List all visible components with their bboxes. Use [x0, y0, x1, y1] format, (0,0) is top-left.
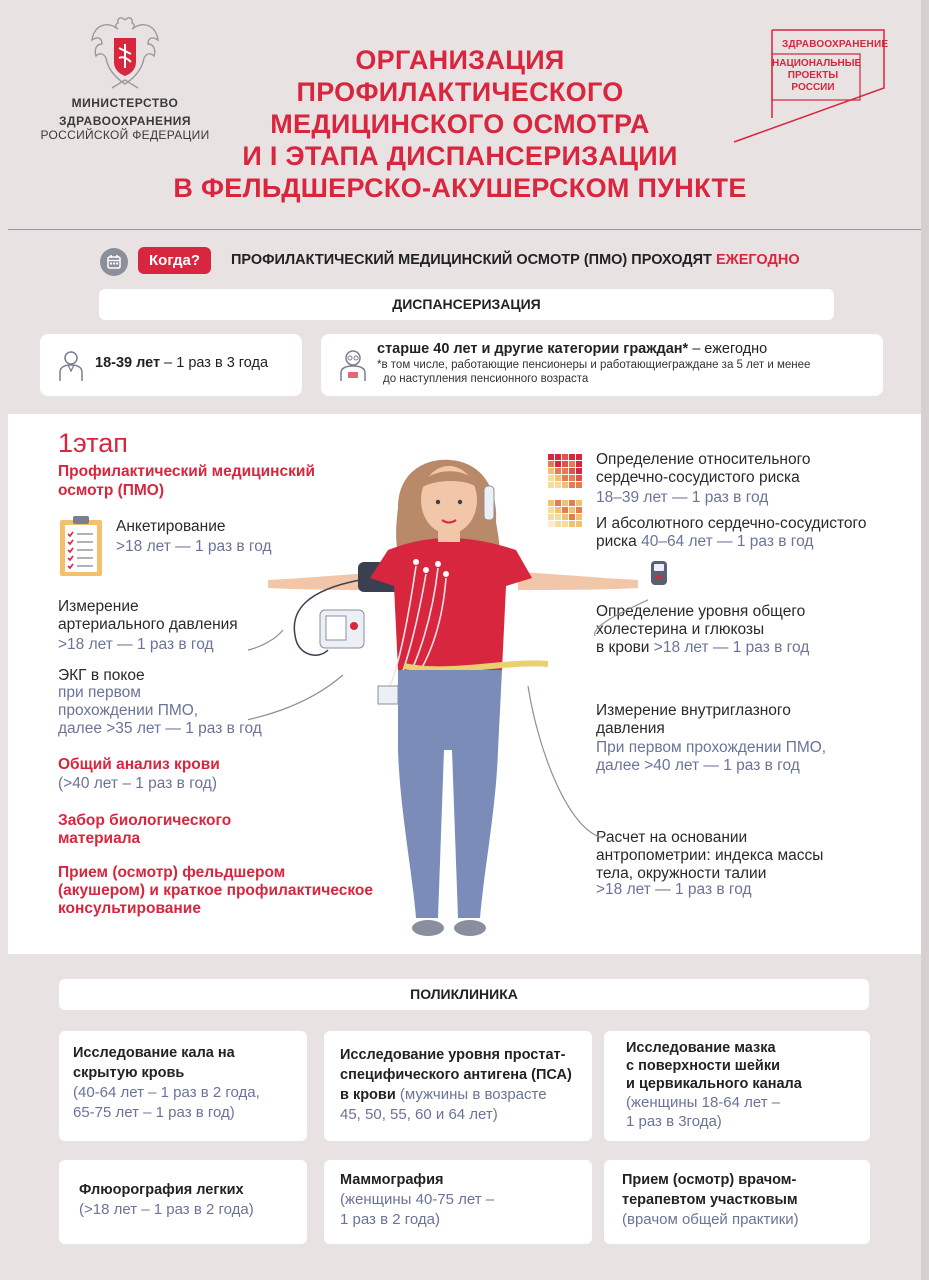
iop-line-2: давления — [596, 720, 665, 737]
eagle-emblem-icon — [88, 14, 162, 92]
ecg-line-1: при первом — [58, 684, 141, 701]
ecg-title: ЭКГ в покое — [58, 667, 145, 684]
clipboard-icon — [58, 514, 104, 578]
c1-bold-2: скрытую кровь — [73, 1065, 185, 1081]
title-line-2: ПРОФИЛАКТИЧЕСКОГО — [296, 77, 624, 107]
c3-bold-1: Исследование мазка — [626, 1040, 776, 1056]
when-main: ПРОФИЛАКТИЧЕСКИЙ МЕДИЦИНСКИЙ ОСМОТР (ПМО) ПРОХОДЯТ — [231, 252, 712, 268]
footnote-line-2: до наступления пенсионного возраста — [383, 372, 589, 385]
bp-freq: >18 лет — 1 раз в год — [58, 636, 214, 653]
cholesterol-freq: >18 лет — 1 раз в год — [653, 639, 810, 656]
stage-subtitle: Профилактический медицинский осмотр (ПМО) — [58, 463, 315, 499]
woman-illustration — [248, 450, 648, 945]
young-person-icon — [58, 350, 84, 382]
bio-sample — [58, 812, 231, 848]
young-freq: – 1 раз в 3 года — [160, 355, 269, 371]
np-line-2: ПРОЕКТЫ — [787, 70, 839, 81]
c2-bold-3: в крови — [340, 1087, 396, 1103]
c4-grey-1: (>18 лет – 1 раз в 2 года) — [79, 1201, 254, 1218]
chol-line-3: в крови — [596, 639, 654, 656]
dispensary-title-bar: ДИСПАНСЕРИЗАЦИЯ — [99, 289, 834, 320]
young-age: 18-39 лет — [95, 355, 161, 371]
footnote-line-1: *в том числе, работающие пенсионеры и работающиеграждане за 5 лет и менее — [377, 359, 811, 371]
iop-line-1: Измерение внутриглазного — [596, 702, 791, 719]
old-card — [321, 334, 883, 396]
exam-line-1: Прием (осмотр) фельдшером — [58, 864, 286, 881]
abs-line-2: риска — [596, 533, 642, 550]
bp-line-1: Измерение — [58, 598, 139, 615]
ministry-line-3: РОССИЙСКОЙ ФЕДЕРАЦИИ — [40, 128, 210, 142]
absolute-risk-freq: 40–64 лет — 1 раз в год — [641, 533, 814, 550]
rel-line-1: Определение относительного — [596, 451, 811, 468]
c2-bold-1: Исследование уровня простат- — [340, 1047, 566, 1063]
header — [0, 0, 921, 230]
iop-freq-2: далее >40 лет — 1 раз в год — [596, 757, 800, 774]
ecg-line-2: прохождении ПМО, — [58, 702, 199, 719]
stage1-section — [8, 414, 921, 954]
iop-freq-1: При первом прохождении ПМО, — [596, 739, 827, 756]
chol-line-1: Определение уровня общего — [596, 603, 806, 620]
blood-freq: (>40 лет – 1 раз в год) — [58, 775, 217, 792]
c1-bold-1: Исследование кала на — [73, 1045, 235, 1061]
clinic-card-psa — [324, 1031, 592, 1141]
when-row — [100, 246, 860, 276]
ministry-line-1: МИНИСТЕРСТВО — [71, 96, 179, 110]
old-footnote — [377, 359, 810, 386]
c6-grey-1: (врачом общей практики) — [622, 1211, 799, 1228]
c3-grey-2: 1 раз в 3года) — [626, 1113, 722, 1130]
old-bold: старше 40 лет и другие категории граждан* — [377, 341, 689, 357]
young-card — [40, 334, 302, 396]
old-main — [377, 341, 767, 357]
ecg-line-3: далее >35 лет — 1 раз в год — [58, 720, 262, 737]
when-text — [231, 252, 800, 268]
c1-grey-2: 65-75 лет – 1 раз в год) — [73, 1104, 235, 1121]
questionnaire-freq: >18 лет — 1 раз в год — [116, 538, 272, 555]
bio-line-1: Забор биологического — [58, 812, 232, 829]
c2-bold-2: специфического антигена (ПСА) — [340, 1067, 572, 1083]
ecg-details — [58, 684, 262, 738]
national-projects-logo — [732, 28, 887, 146]
when-accent: ЕЖЕГОДНО — [715, 252, 800, 268]
blood-title: Общий анализ крови — [58, 756, 220, 773]
title-line-3: МЕДИЦИНСКОГО ОСМОТРА — [270, 109, 650, 139]
c5-grey-1: (женщины 40-75 лет – — [340, 1191, 495, 1208]
exam-line-2: (акушером) и краткое профилактическое — [58, 882, 373, 899]
glucometer-icon — [650, 560, 668, 586]
bmi-line-3: тела, окружности талии — [596, 865, 767, 882]
national-projects-small-label: ЗДРАВООХРАНЕНИЕ — [782, 39, 889, 50]
c3-bold-3: и цервикального канала — [626, 1076, 802, 1092]
rel-line-2: сердечно-сосудистого риска — [596, 469, 800, 486]
questionnaire-label: Анкетирование — [116, 518, 226, 535]
clinic-card-mammography — [324, 1160, 592, 1244]
stage-title: 1этап — [58, 428, 128, 458]
c3-grey-1: (женщины 18-64 лет – — [626, 1094, 781, 1111]
title-line-5: В ФЕЛЬДШЕРСКО-АКУШЕРСКОМ ПУНКТЕ — [173, 173, 747, 203]
clinic-card-smear — [604, 1031, 870, 1141]
clinic-card-therapist — [604, 1160, 870, 1244]
clinic-card-stool-test — [59, 1031, 307, 1141]
np-line-1: НАЦИОНАЛЬНЫЕ — [772, 58, 862, 69]
c6-bold-1: Прием (осмотр) врачом- — [622, 1172, 797, 1188]
bio-line-2: материала — [58, 830, 141, 847]
chol-line-2: холестерина и глюкозы — [596, 621, 765, 638]
clinic-card-fluorography — [59, 1160, 307, 1244]
c4-bold-1: Флюорография легких — [79, 1182, 244, 1198]
title-line-4: И I ЭТАПА ДИСПАНСЕРИЗАЦИИ — [242, 141, 678, 171]
c5-bold-1: Маммография — [340, 1172, 444, 1188]
bp-line-2: артериального давления — [58, 616, 238, 633]
bmi-line-2: антропометрии: индекса массы — [596, 847, 824, 864]
elderly-person-icon — [339, 348, 367, 382]
c6-bold-2: терапевтом участковым — [622, 1192, 798, 1208]
ministry-line-2: ЗДРАВООХРАНЕНИЯ — [59, 114, 191, 128]
c2-grey-2: 45, 50, 55, 60 и 64 лет) — [340, 1106, 498, 1123]
young-text — [95, 355, 268, 371]
clinic-title-bar: ПОЛИКЛИНИКА — [59, 979, 869, 1010]
exam-line-3: консультирование — [58, 900, 201, 917]
header-divider — [8, 229, 921, 230]
np-line-3: РОССИИ — [791, 82, 835, 93]
bp-label — [58, 598, 238, 634]
c1-grey-1: (40-64 лет – 1 раз в 2 года, — [73, 1084, 260, 1101]
title-line-1: ОРГАНИЗАЦИЯ — [355, 45, 565, 75]
relative-risk-freq: 18–39 лет — 1 раз в год — [596, 489, 769, 506]
when-badge: Когда? — [138, 247, 211, 274]
page-edge — [921, 0, 929, 1280]
bmi-line-1: Расчет на основании — [596, 829, 748, 846]
old-freq: – ежегодно — [688, 341, 768, 357]
national-projects-name — [772, 58, 862, 94]
c3-bold-2: с поверхности шейки — [626, 1058, 780, 1074]
c5-grey-2: 1 раз в 2 года) — [340, 1211, 440, 1228]
c2-line-3 — [340, 1085, 576, 1105]
calendar-icon — [100, 248, 128, 276]
c2-grey-1: (мужчины в возрасте — [395, 1086, 547, 1103]
bmi-freq: >18 лет — 1 раз в год — [596, 881, 752, 898]
page-title — [160, 44, 760, 204]
absolute-risk-label: И абсолютного сердечно-сосудистого — [596, 515, 867, 532]
